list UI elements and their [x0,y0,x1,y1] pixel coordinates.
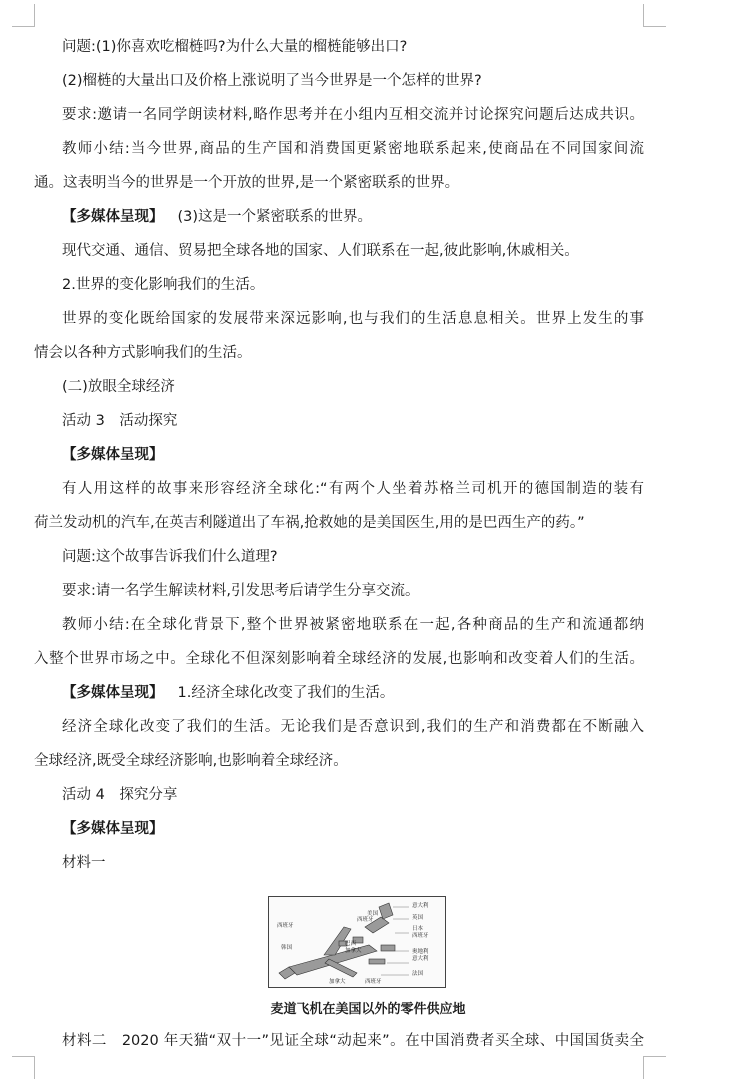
multimedia-heading-2 [62,683,394,703]
figure-label: 西班牙 [412,933,429,939]
figure-label: 加拿大 [345,948,362,954]
paragraph-line: 世界的变化既给国家的发展带来深远影响,也与我们的生活息息相关。世界上发生的事 [62,311,644,327]
question-line-2: (2)榴梿的大量出口及价格上涨说明了当今世界是一个怎样的世界? [62,73,482,89]
figure-label: 加拿大 [329,979,346,985]
requirement-line: 要求:邀请一名同学朗读材料,略作思考并在小组内互相交流并讨论探究问题后达成共识。 [62,107,644,123]
figure-label: 西班牙 [365,979,382,985]
paragraph-line: 情会以各种方式影响我们的生活。 [34,345,252,361]
activity-3-heading: 活动 3 活动探究 [62,413,178,429]
figure-label: 巴西 [345,941,357,947]
figure-caption: 麦道飞机在美国以外的零件供应地 [270,1002,466,1017]
teacher-summary-line-1: 教师小结:在全球化背景下,整个世界被紧密地联系在一起,各种商品的生产和流通都纳 [62,617,644,633]
multimedia-tag: 【多媒体呈现】 [62,685,164,701]
material-one-label: 材料一 [62,855,106,871]
multimedia-tag: 【多媒体呈现】 [62,209,164,225]
crop-mark-bottom-right [643,1056,666,1079]
paragraph-line: 现代交通、通信、贸易把全球各地的国家、人们联系在一起,彼此影响,休戚相关。 [62,243,579,259]
figure-label: 意大利 [412,903,429,909]
figure-label: 意大利 [412,956,429,962]
teacher-summary-line-2: 入整个世界市场之中。全球化不但深刻影响着全球经济的发展,也影响和改变着人们的生活。 [34,651,644,667]
figure-label: 西班牙 [357,917,374,923]
question-line: 问题:这个故事告诉我们什么道理? [62,549,278,565]
aircraft-parts-diagram [269,897,445,987]
multimedia-point: 1.经济全球化改变了我们的生活。 [177,685,395,701]
story-line-2: 荷兰发动机的汽车,在英吉利隧道出了车祸,抢救她的是美国医生,用的是巴西生产的药。” [34,515,585,531]
crop-mark-bottom-left [12,1056,35,1079]
figure-label: 美国 [367,911,379,917]
multimedia-heading-1 [62,207,372,227]
question-line-1: 问题:(1)你喜欢吃榴梿吗?为什么大量的榴梿能够出口? [62,39,408,55]
figure-label: 法国 [412,971,424,977]
multimedia-tag: 【多媒体呈现】 [62,821,164,837]
figure-label: 英国 [412,915,424,921]
teacher-summary-line-2: 通。这表明当今的世界是一个开放的世界,是一个紧密联系的世界。 [34,175,460,191]
activity-4-heading: 活动 4 探究分享 [62,787,178,803]
figure-label: 奥地利 [412,949,429,955]
crop-mark-top-left [12,4,35,27]
material-two-line: 材料二 2020 年天猫“双十一”见证全球“动起来”。在中国消费者买全球、中国国货卖全 [62,1033,644,1049]
story-line-1: 有人用这样的故事来形容经济全球化:“有两个人坐着苏格兰司机开的德国制造的装有 [62,481,644,497]
aircraft-parts-figure [268,896,446,988]
teacher-summary-line-1: 教师小结:当今世界,商品的生产国和消费国更紧密地联系起来,使商品在不同国家间流 [62,141,644,157]
section-point-2: 2.世界的变化影响我们的生活。 [62,277,265,293]
figure-label: 韩国 [281,945,293,951]
section-heading: (二)放眼全球经济 [62,379,175,395]
crop-mark-top-right [643,4,666,27]
paragraph-line: 经济全球化改变了我们的生活。无论我们是否意识到,我们的生产和消费都在不断融入 [62,719,644,735]
figure-label: 日本 [412,926,424,932]
multimedia-tag: 【多媒体呈现】 [62,447,164,463]
paragraph-line: 全球经济,既受全球经济影响,也影响着全球经济。 [34,753,348,769]
figure-label: 西班牙 [277,923,294,929]
multimedia-point: (3)这是一个紧密联系的世界。 [177,209,373,225]
requirement-line: 要求:请一名学生解读材料,引发思考后请学生分享交流。 [62,583,420,599]
